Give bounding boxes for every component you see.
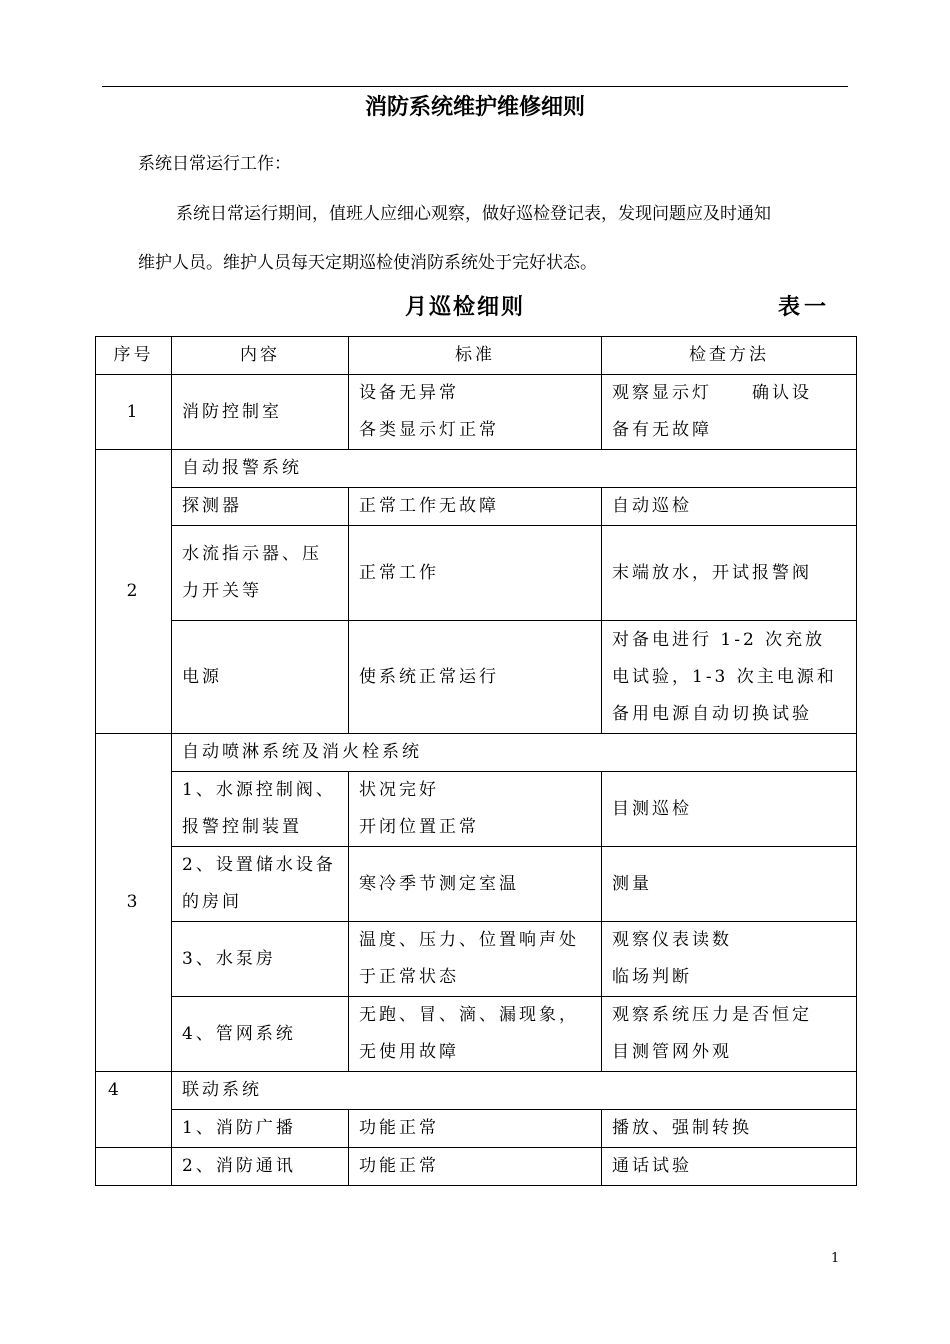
paragraph-line-1: 系统日常运行期间，值班人应细心观察，做好巡检登记表，发现问题应及时通知	[176, 204, 771, 224]
document-title: 消防系统维护维修细则	[364, 95, 585, 120]
row-content: 4、管网系统	[172, 997, 349, 1072]
row-number-empty	[96, 1148, 172, 1186]
header-content: 内容	[172, 337, 349, 375]
table-row	[96, 734, 857, 772]
table-row	[96, 1110, 857, 1148]
table-row	[96, 375, 857, 450]
table-row	[96, 772, 857, 847]
row-method: 测量	[602, 847, 857, 922]
row-method: 通话试验	[602, 1148, 857, 1186]
header-method: 检查方法	[602, 337, 857, 375]
row-standard: 设备无异常 各类显示灯正常	[349, 375, 602, 450]
table-row	[96, 1148, 857, 1186]
row-content: 探测器	[172, 488, 349, 526]
row-method: 观察系统压力是否恒定 目测管网外观	[602, 997, 857, 1072]
paragraph-line-2: 维护人员。维护人员每天定期巡检使消防系统处于完好状态。	[138, 253, 597, 273]
header-standard: 标准	[349, 337, 602, 375]
row-standard: 温度、压力、位置响声处 于正常状态	[349, 922, 602, 997]
row-method: 观察仪表读数 临场判断	[602, 922, 857, 997]
row-number: 3	[96, 734, 172, 1072]
row-standard: 正常工作无故障	[349, 488, 602, 526]
row-method: 观察显示灯 确认设 备有无故障	[602, 375, 857, 450]
row-method: 对备电进行 1-2 次充放 电试验，1-3 次主电源和 备用电源自动切换试验	[602, 621, 857, 734]
row-standard: 无跑、冒、滴、漏现象， 无使用故障	[349, 997, 602, 1072]
table-row	[96, 450, 857, 488]
group-heading: 自动报警系统	[172, 450, 857, 488]
row-standard: 使系统正常运行	[349, 621, 602, 734]
header-rule	[102, 86, 848, 87]
row-method: 目测巡检	[602, 772, 857, 847]
inspection-table	[95, 336, 857, 1186]
row-number: 1	[96, 375, 172, 450]
row-standard: 功能正常	[349, 1110, 602, 1148]
table-row	[96, 526, 857, 621]
group-heading: 联动系统	[172, 1072, 857, 1110]
page-number: 1	[831, 1251, 840, 1266]
header-no: 序号	[96, 337, 172, 375]
row-content: 消防控制室	[172, 375, 349, 450]
row-content: 3、水泵房	[172, 922, 349, 997]
table-row	[96, 621, 857, 734]
row-content: 2、设置储水设备 的房间	[172, 847, 349, 922]
section-heading: 系统日常运行工作：	[138, 154, 291, 174]
table-row	[96, 488, 857, 526]
row-content: 电源	[172, 621, 349, 734]
table-number: 表一	[778, 295, 831, 320]
table-header-row	[96, 337, 857, 375]
row-method: 末端放水，开试报警阀	[602, 526, 857, 621]
table-row	[96, 1072, 857, 1110]
group-heading: 自动喷淋系统及消火栓系统	[172, 734, 857, 772]
row-standard: 状况完好 开闭位置正常	[349, 772, 602, 847]
row-standard: 正常工作	[349, 526, 602, 621]
row-content: 1、消防广播	[172, 1110, 349, 1148]
table-row	[96, 922, 857, 997]
table-row	[96, 997, 857, 1072]
row-method: 播放、强制转换	[602, 1110, 857, 1148]
table-row	[96, 847, 857, 922]
row-content: 1、水源控制阀、 报警控制装置	[172, 772, 349, 847]
row-number: 2	[96, 450, 172, 734]
row-content: 水流指示器、压 力开关等	[172, 526, 349, 621]
row-standard: 功能正常	[349, 1148, 602, 1186]
row-standard: 寒冷季节测定室温	[349, 847, 602, 922]
row-number: 4	[96, 1072, 172, 1148]
row-content: 2、消防通讯	[172, 1148, 349, 1186]
table-title: 月巡检细则	[405, 295, 526, 320]
row-method: 自动巡检	[602, 488, 857, 526]
